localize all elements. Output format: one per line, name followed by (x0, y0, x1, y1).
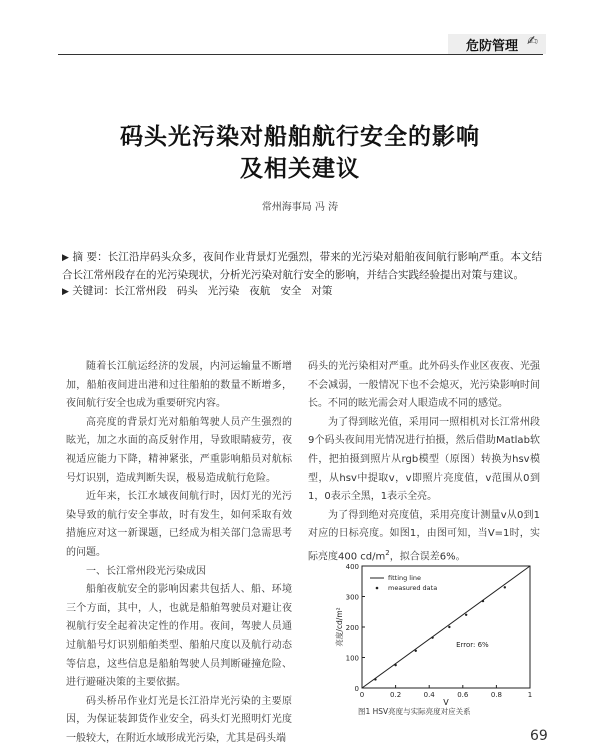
keywords-text: 长江常州段 码头 光污染 夜航 安全 对策 (114, 285, 333, 297)
measured-data-point (482, 600, 484, 602)
x-tick-label: 0.6 (457, 691, 469, 699)
superscript: 2 (385, 548, 390, 557)
body-paragraph (308, 507, 540, 567)
y-tick-label: 300 (345, 593, 359, 602)
x-axis-label: V (443, 698, 449, 706)
measured-data-point (394, 664, 396, 666)
section-title: 危防管理 (466, 39, 519, 54)
x-tick-label: 1 (527, 691, 533, 699)
abstract-paragraph (62, 249, 542, 283)
abstract-text: 长江沿岸码头众多，夜间作业背景灯光强烈，带来的光污染对船舶夜间航行影响严重。本文结合长江常州段存在的光污染现状，分析光污染对航行安全的影响，并结合实践经验提出对策与建议。 (62, 251, 543, 281)
article-title-line2: 及相关建议 (240, 156, 360, 182)
y-tick-label: 0 (354, 685, 359, 693)
body-paragraph: 高亮度的背景灯光对船舶驾驶人员产生强烈的眩光，加之水面的高反射作用，导致眼睛疲劳，夜视适应能力下降，精神紧张，严重影响船员对航标号灯识别，造成判断失误，极易造成航行危险。 (66, 416, 292, 484)
measured-data-point (465, 614, 467, 616)
body-paragraph: 码头的光污染相对严重。此外码头作业区夜夜、光强不会减弱，一般情况下也不会熄灭，光污染影响时间长。不同的眩光需会对人眼造成不同的感觉。 (308, 361, 540, 410)
measured-data-point (415, 650, 417, 652)
error-annotation: Error: 6% (456, 640, 489, 649)
body-text: ，拟合误差6%。 (389, 551, 466, 563)
y-axis-label: 亮度/cd/m² (335, 607, 344, 647)
measured-data-point (504, 586, 506, 588)
pen-icon: ✍ (527, 34, 538, 49)
measured-data-point (374, 678, 376, 680)
abstract-block (62, 249, 542, 301)
section-heading: 一、长江常州段光污染成因 (86, 565, 206, 577)
legend-label: measured data (388, 584, 438, 592)
chart-svg (316, 560, 538, 706)
x-tick-label: 0.2 (390, 691, 402, 699)
x-tick-label: 0.4 (423, 691, 435, 699)
figure-caption: 图1 HSV亮度与实际亮度对应关系 (358, 707, 471, 716)
measured-data-point (431, 636, 433, 638)
keywords-label: 关键词： (72, 285, 115, 297)
page-number: 69 (530, 728, 548, 744)
author-line: 常州海事局 冯 涛 (261, 202, 339, 213)
body-paragraph: 码头桥吊作业灯光是长江沿岸光污染的主要原因，为保证装卸货作业安全，码头灯光照明灯光度一般较大，在附近水域形成光污染，尤其是码头端 (66, 695, 292, 744)
triangle-bullet-icon: ▶ (62, 287, 69, 297)
x-tick-label: 0.8 (490, 691, 502, 699)
legend-point-swatch (376, 587, 379, 590)
x-tick-label: 0 (359, 691, 365, 699)
legend-label: fitting line (388, 574, 422, 582)
body-paragraph: 船舶夜航安全的影响因素共包括人、船、环境三个方面，其中，人，也就是船舶驾驶员对避让夜视航行安全起着决定性的作用。夜间，驾驶人员通过航船号灯识别船舶类型、船舶尺度以及航行动态等信息，这些信息是船舶驾驶人员判断碰撞危险、进行避碰决策的主要依据。 (66, 584, 292, 689)
y-tick-label: 100 (345, 654, 359, 663)
left-column (66, 358, 292, 748)
article-title-line1: 码头光污染对船舶航行安全的影响 (120, 124, 480, 150)
header-rule (58, 54, 543, 55)
y-tick-label: 400 (345, 563, 359, 571)
measured-data-point (448, 626, 450, 628)
abstract-label: 摘 要： (72, 251, 108, 263)
body-text: 为了得到绝对亮度值，采用亮度计测量v从0到1对应的日标亮度。如图1，由图可知，当V=1时，实际亮度400 cd/m (308, 509, 540, 563)
right-column (308, 358, 540, 567)
triangle-bullet-icon: ▶ (62, 253, 70, 263)
y-tick-label: 200 (345, 624, 359, 632)
body-paragraph: 近年来，长江水域夜间航行时，因灯光的光污染导致的航行安全事故，时有发生，如何采取有效措施应对这一新课题，已经成为相关部门急需思考的问题。 (66, 491, 292, 558)
figure-1-chart (316, 560, 538, 720)
keywords-paragraph (62, 283, 542, 301)
body-paragraph: 为了得到眩光值，采用同一照相机对长江常州段9个码头夜间用光情况进行拍摄，然后借助Matlab软件，把拍摄到照片从rgb模型（原图）转换为hsv模型，从hsv中提取v，v即照片亮度值，v范围从0到1，0表示全黑，1表示全亮。 (308, 416, 540, 503)
body-paragraph: 随着长江航运经济的发展，内河运输量不断增加，船舶夜间进出港和过往船舶的数量不断增多，夜间航行安全也成为重要研究内容。 (66, 361, 292, 410)
